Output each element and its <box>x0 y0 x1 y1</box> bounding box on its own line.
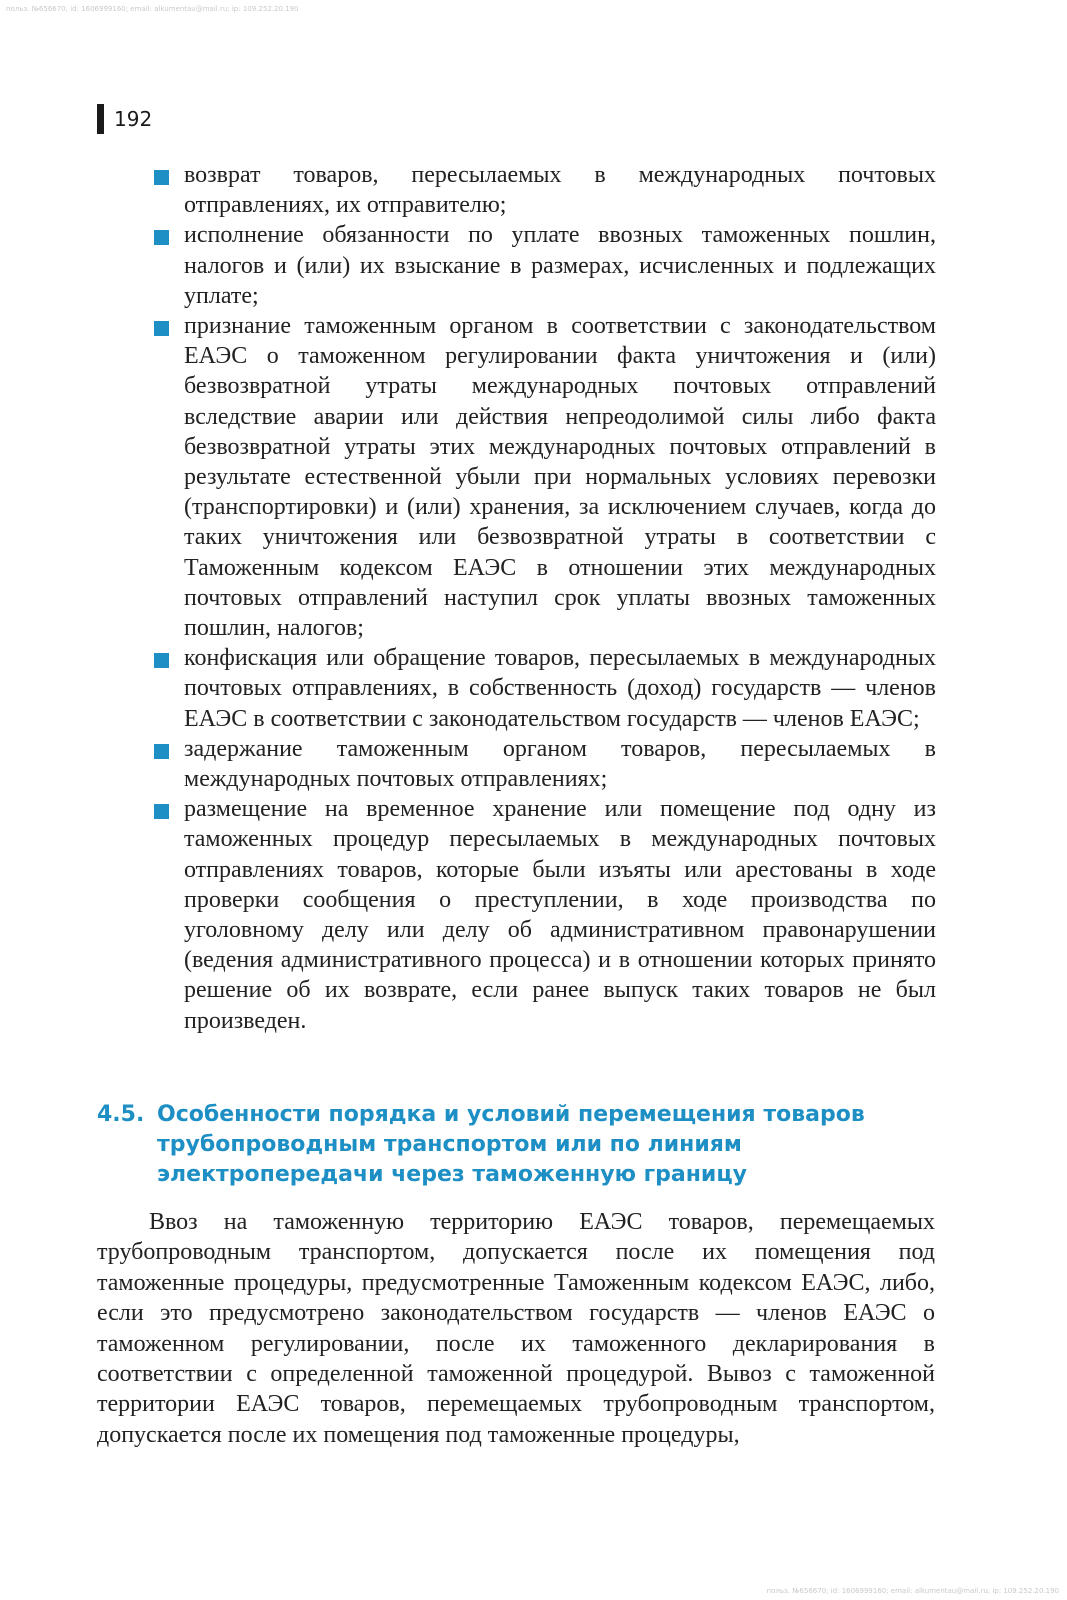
list-item <box>152 160 936 220</box>
square-bullet-icon <box>154 321 169 336</box>
page-number-bar <box>97 104 104 134</box>
list-item <box>152 643 936 734</box>
list-item <box>152 794 936 1036</box>
section-heading <box>97 1100 942 1190</box>
page-number: 192 <box>114 107 153 131</box>
section-number: 4.5. <box>97 1102 145 1127</box>
page-header <box>97 104 152 134</box>
body-paragraph: Ввоз на таможенную территорию ЕАЭС товаров, перемещаемых трубопроводным транспортом, допускается после их помещения под таможенные процедуры, предусмотренные Таможенным кодексом ЕАЭС, либо, если это предусмотрено законодательством государств — членов ЕАЭС о таможенном регулировании, после их таможенного декларирования в соответствии с определенной таможенной процедурой. Вывоз с таможенной территории ЕАЭС товаров, перемещаемых трубопроводным транспортом, допускается после их помещения под таможенные процедуры, <box>97 1209 935 1448</box>
bullet-list <box>152 160 936 1036</box>
list-item-text: размещение на временное хранение или помещение под одну из таможенных процедур пересылаемых в международных почтовых отправлениях товаров, которые были изъяты или арестованы в ходе проверки сообщения о преступлении, в ходе производства по уголовному делу или делу об административном правонарушении (ведения административного процесса) и в отношении которых принято решение об их возврате, если ранее выпуск таких товаров не был произведен. <box>184 796 936 1034</box>
square-bullet-icon <box>154 653 169 668</box>
square-bullet-icon <box>154 744 169 759</box>
list-item-text: конфискация или обращение товаров, пересылаемых в международных почтовых отправлениях, в собственность (доход) государств — членов ЕАЭС в соответствии с законодательством государств — членов ЕАЭС; <box>184 645 936 732</box>
list-item <box>152 734 936 794</box>
list-item-text: признание таможенным органом в соответствии с законодательством ЕАЭС о таможенном регулировании факта уничтожения и (или) безвозвратной утраты международных почтовых отправлений вследствие аварии или действия непреодолимой силы либо факта безвозвратной утраты этих международных почтовых отправлений в результате естественной убыли при нормальных условиях перевозки (транспортировки) и (или) хранения, за исключением случаев, когда до таких уничтожения или безвозвратной утраты в соответствии с Таможенным кодексом ЕАЭС в отношении этих международных почтовых отправлений наступил срок уплаты ввозных таможенных пошлин, налогов; <box>184 313 936 642</box>
square-bullet-icon <box>154 170 169 185</box>
list-item-text: исполнение обязанности по уплате ввозных таможенных пошлин, налогов и (или) их взыскание в размерах, исчисленных и подлежащих уплате; <box>184 222 936 309</box>
section-title: Особенности порядка и условий перемещения товаров трубопроводным транспортом или по линиям электропередачи через таможенную границу <box>157 1102 865 1187</box>
watermark-top: польз. №656670; id: 1606999160; email: alkumentau@mail.ru; ip: 109.252.20.190 <box>6 5 299 13</box>
square-bullet-icon <box>154 230 169 245</box>
list-item <box>152 311 936 643</box>
list-item-text: задержание таможенным органом товаров, пересылаемых в международных почтовых отправлениях; <box>184 735 936 793</box>
list-item-text: возврат товаров, пересылаемых в международных почтовых отправлениях, их отправителю; <box>184 162 936 219</box>
square-bullet-icon <box>154 804 169 819</box>
list-item <box>152 220 936 311</box>
watermark-bottom: польз. №656670; id: 1606999160; email: alkumentau@mail.ru; ip: 109.252.20.190 <box>766 1587 1059 1595</box>
